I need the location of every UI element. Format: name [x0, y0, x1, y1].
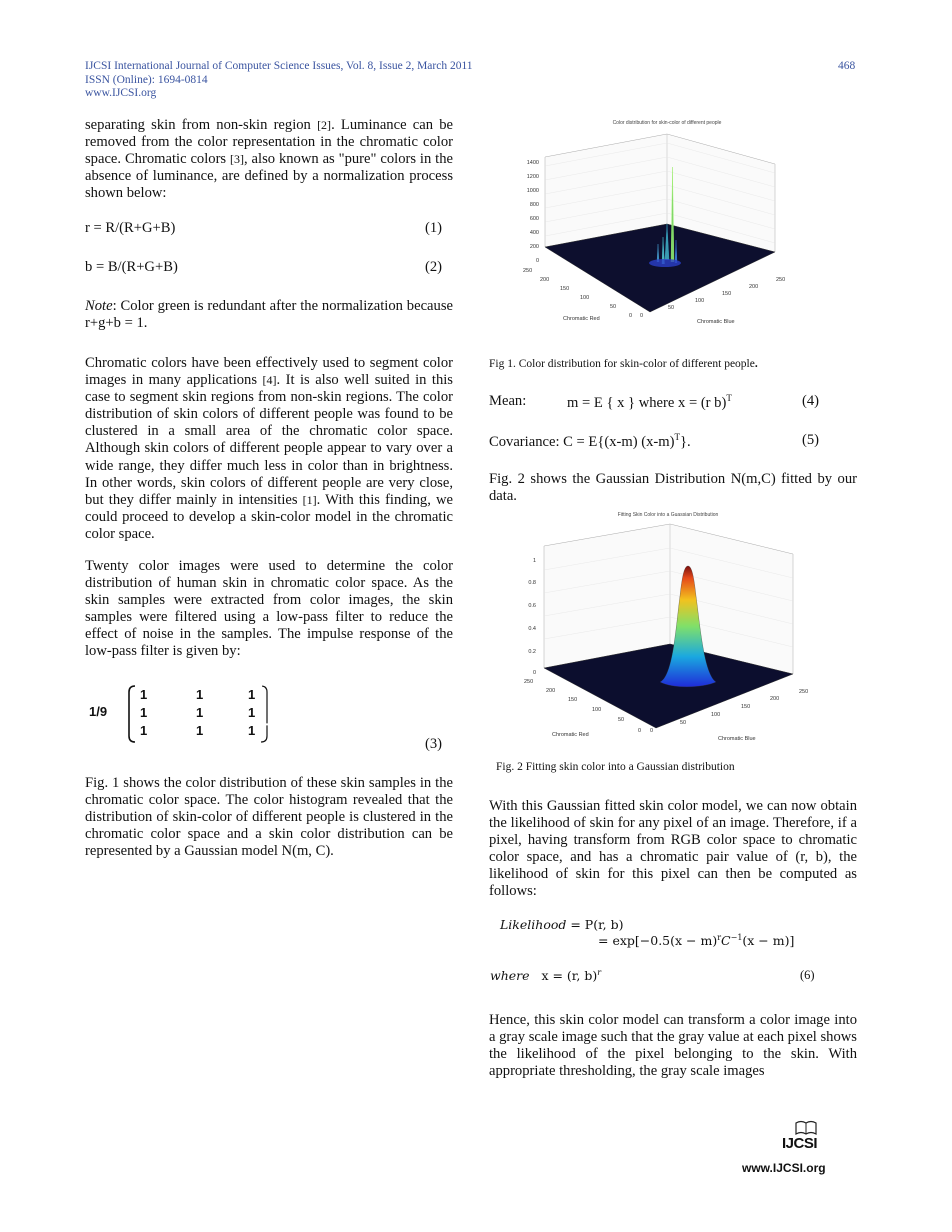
fig1-blue-tick: 50: [668, 305, 675, 311]
issn: ISSN (Online): 1694-0814: [85, 73, 208, 86]
covariance-expression: Covariance: C = E{(x-m) $(x-m)^T$}.: [489, 432, 691, 450]
equation-4-number: (4): [802, 393, 820, 409]
fig2-z-tick: 1: [532, 558, 536, 564]
fig2-title: Fitting Skin Color into a Guassian Distribution: [617, 512, 719, 518]
fig2-red-tick: 0: [638, 728, 642, 734]
fig1-blue-tick: 150: [722, 291, 732, 297]
fig1-z-tick: 1000: [526, 188, 539, 194]
fig2-y-label: Chromatic Blue: [718, 736, 756, 742]
fig1-z-tick: 600: [529, 216, 539, 222]
fig1-x-label: Chromatic Red: [563, 316, 600, 322]
matrix-cell: 1: [196, 705, 204, 720]
fig2-z-tick: 0.4: [528, 626, 536, 632]
fig2-blue-tick: 50: [680, 720, 687, 726]
equation-2: b = B/(R+G+B): [85, 259, 178, 275]
fig1-y-label: Chromatic Blue: [697, 319, 735, 325]
matrix-scale: 1/9: [89, 704, 108, 719]
fig1-z-ticks: [527, 160, 539, 264]
fig1-red-tick: 50: [610, 304, 617, 310]
paragraph-fig1-description: Fig. 1 shows the color distribution of these skin samples in the chromatic color space. The color histogram revealed that the distribution of skin-color of different people is clustered in the chromatic color space and a skin color distribution can be represented by a Gaussian model N(m, C).: [85, 775, 453, 860]
filter-matrix: [85, 684, 285, 744]
fig2-blue-tick: 150: [741, 704, 751, 710]
fig1-z-tick: 800: [529, 202, 539, 208]
fig1-red-tick: 250: [523, 268, 533, 274]
fig2-z-tick: 0.2: [528, 649, 536, 655]
matrix-cell: 1: [140, 705, 148, 720]
fig1-red-tick: 0: [629, 313, 633, 319]
matrix-cell: 1: [248, 687, 256, 702]
mean-expression: m = E { x } where x = (r b)$^T$: [567, 393, 732, 411]
fig2-z-tick: 0.6: [528, 603, 536, 609]
fig1-z-tick: 400: [529, 230, 539, 236]
matrix-cell: 1: [248, 723, 256, 738]
logo-text: IJCSI: [782, 1135, 818, 1152]
mean-label: Mean:: [489, 393, 527, 409]
fig2-x-label: Chromatic Red: [552, 732, 589, 738]
paragraph-samples: Twenty color images were used to determine the color distribution of human skin in chromatic color space. As the skin samples were extracted from color images, the skin samples were filtered using a low-pass filter to reduce the effect of noise in the samples. The impulse response of the low-pass filter is given by:: [85, 558, 453, 660]
ijcsi-logo: [782, 1120, 832, 1152]
fig2-red-tick: 150: [568, 697, 578, 703]
matrix-cell: 1: [140, 687, 148, 702]
fig1-z-tick: 200: [529, 244, 539, 250]
page-number: 468: [838, 60, 856, 72]
where-clause: where x = (r, b)$^r$: [490, 968, 602, 984]
fig1-title: Color distribution for skin-color of different people: [612, 120, 722, 126]
paragraph-fig2-intro: Fig. 2 shows the Gaussian Distribution N(m,C) fitted by our data.: [489, 471, 857, 505]
likelihood-equation-line1: Likelihood = P(r, b): [500, 917, 624, 932]
book-icon: [794, 1120, 818, 1136]
fig1-blue-tick: 100: [695, 298, 705, 304]
fig2-blue-tick: 250: [799, 689, 808, 695]
fig1-z-tick: 1200: [526, 174, 539, 180]
paragraph-grayscale: Hence, this skin color model can transform a color image into a gray scale image such that the gray value at each pixel shows the likelihood of the pixel belonging to the skin. With appropriate thresholding, the gray scale images: [489, 1012, 857, 1080]
likelihood-equation-line2: = $\exp[-0.5(x - m)^rC^{-1}(x - m)]$: [598, 933, 795, 949]
fig2-red-tick: 250: [524, 679, 534, 685]
paragraph-chromatic: Chromatic colors have been effectively used to segment color images in many applications [4]. It is also well suited in this case to segment skin regions from non-skin regions. The color distribution of skin colors of different people was found to be clustered in a small area of the chromatic color space. Although skin colors of different people appear to vary over a wide range, they differ much less in color than in brightness. In other words, skin colors of different people are very close, but they differ mainly in intensities [1]. With this finding, we could proceed to develop a skin-color model in the chromatic color space.: [85, 355, 454, 542]
fig1-blue-tick: 250: [776, 277, 786, 283]
fig2-blue-tick: 0: [650, 728, 654, 734]
fig1-red-tick: 100: [580, 295, 590, 301]
matrix-cell: 1: [140, 723, 148, 738]
header-website[interactable]: www.IJCSI.org: [85, 87, 157, 99]
equation-6-number: (6): [800, 968, 815, 982]
fig2-z-tick: 0: [532, 670, 536, 676]
fig2-blue-tick: 200: [770, 696, 780, 702]
fig1-blue-tick: 200: [749, 284, 759, 290]
figure-1-caption: Fig 1. Color distribution for skin-color of different people.: [489, 358, 758, 370]
figure-2-caption: Fig. 2 Fitting skin color into a Gaussian distribution: [496, 761, 735, 773]
fig2-z-tick: 0.8: [528, 580, 536, 586]
fig1-blue-tick: 0: [640, 313, 644, 319]
equation-1: r = R/(R+G+B): [85, 220, 176, 236]
equation-1-number: (1): [425, 220, 443, 236]
equation-3-number: (3): [425, 736, 443, 752]
fig2-z-ticks: [528, 558, 536, 676]
journal-title: IJCSI International Journal of Computer Science Issues, Vol. 8, Issue 2, March 2011: [85, 60, 473, 72]
note: Note: Color green is redundant after the normalization because r+g+b = 1.: [85, 298, 453, 332]
equation-2-number: (2): [425, 259, 443, 275]
matrix-cell: 1: [248, 705, 256, 720]
paragraph-likelihood: With this Gaussian fitted skin color model, we can now obtain the likelihood of skin for any pixel of an image. Therefore, if a pixel, having transform from RGB color space to chromatic color space, and has a chromatic pair value of (r, b), the likelihood of skin for this pixel can then be computed as follows:: [489, 798, 857, 900]
matrix-grid: [140, 686, 260, 739]
matrix-cell: 1: [196, 687, 204, 702]
fig2-blue-tick: 100: [711, 712, 721, 718]
footer-website[interactable]: www.IJCSI.org: [742, 1161, 826, 1175]
running-header: [85, 60, 473, 101]
figure-2-gaussian: [508, 506, 808, 746]
fig1-red-tick: 150: [560, 286, 570, 292]
figure-1-histogram: [505, 112, 795, 332]
paragraph-intro: separating skin from non-skin region [2]. Luminance can be removed from the color representation in the chromatic color space. Chromatic colors [3], also known as "pure" colors in the absence of luminance, are defined by a normalization process shown below:: [85, 117, 453, 202]
fig1-z-tick: 1400: [526, 160, 539, 166]
fig1-z-tick: 0: [535, 258, 539, 264]
matrix-cell: 1: [196, 723, 204, 738]
fig2-red-tick: 50: [618, 717, 625, 723]
equation-5-number: (5): [802, 432, 820, 448]
fig2-red-tick: 200: [546, 688, 556, 694]
fig2-red-tick: 100: [592, 707, 602, 713]
fig1-red-tick: 200: [540, 277, 550, 283]
